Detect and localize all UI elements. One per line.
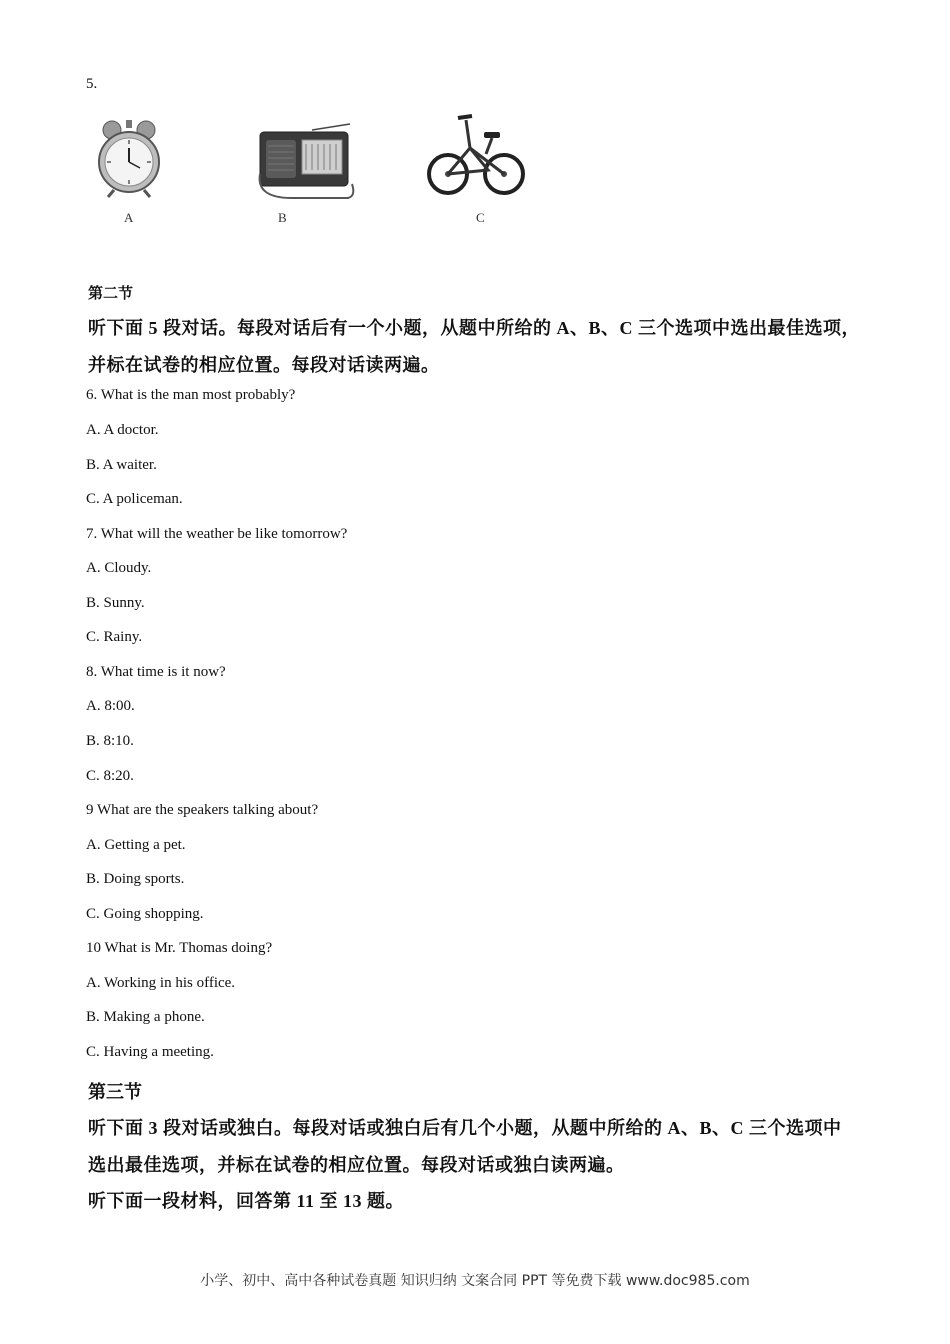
- option-a-label: A: [124, 210, 134, 225]
- question-8: 8. What time is it now?: [86, 664, 226, 680]
- question-6-option-a: A. A doctor.: [86, 422, 159, 438]
- section-2-instruction-line-1: 听下面 5 段对话。每段对话后有一个小题，从题中所给的 A、B、C 三个选项中选出最佳选项，: [88, 318, 860, 338]
- section-2-title: 第二节: [88, 286, 134, 302]
- question-8-option-b: B. 8:10.: [86, 733, 134, 749]
- question-10-option-b: B. Making a phone.: [86, 1009, 205, 1025]
- question-10: 10 What is Mr. Thomas doing?: [86, 940, 273, 956]
- radio-icon: [252, 122, 358, 207]
- question-9-option-c: C. Going shopping.: [86, 906, 204, 922]
- page-footer: 小学、初中、高中各种试卷真题 知识归纳 文案合同 PPT 等免费下载 www.doc985.com: [200, 1273, 750, 1289]
- question-7: 7. What will the weather be like tomorrow?: [86, 526, 348, 542]
- option-b-label: B: [278, 210, 287, 225]
- question-9: 9 What are the speakers talking about?: [86, 802, 319, 818]
- bicycle-icon: [426, 108, 526, 205]
- section-3-instruction-line-3: 听下面一段材料，回答第 11 至 13 题。: [88, 1191, 405, 1211]
- section-3-instruction-line-1: 听下面 3 段对话或独白。每段对话或独白后有几个小题，从题中所给的 A、B、C 三个选项中: [88, 1118, 842, 1138]
- question-7-option-c: C. Rainy.: [86, 629, 143, 645]
- option-c-label: C: [476, 210, 485, 225]
- question-9-option-b: B. Doing sports.: [86, 871, 185, 887]
- question-7-option-a: A. Cloudy.: [86, 560, 152, 576]
- section-2-instruction-line-2: 并标在试卷的相应位置。每段对话读两遍。: [88, 355, 440, 375]
- question-6-option-c: C. A policeman.: [86, 491, 183, 507]
- question-6-option-b: B. A waiter.: [86, 457, 157, 473]
- alarm-clock-icon: [94, 118, 164, 203]
- question-5-number: 5.: [86, 76, 98, 92]
- section-3-title: 第三节: [88, 1082, 142, 1102]
- question-10-option-c: C. Having a meeting.: [86, 1044, 214, 1060]
- question-7-option-b: B. Sunny.: [86, 595, 145, 611]
- question-6: 6. What is the man most probably?: [86, 387, 296, 403]
- section-3-instruction-line-2: 选出最佳选项，并标在试卷的相应位置。每段对话或独白读两遍。: [88, 1155, 625, 1175]
- question-9-option-a: A. Getting a pet.: [86, 837, 186, 853]
- question-8-option-c: C. 8:20.: [86, 768, 134, 784]
- question-8-option-a: A. 8:00.: [86, 698, 135, 714]
- question-10-option-a: A. Working in his office.: [86, 975, 236, 991]
- question-5-pictures: [86, 108, 546, 228]
